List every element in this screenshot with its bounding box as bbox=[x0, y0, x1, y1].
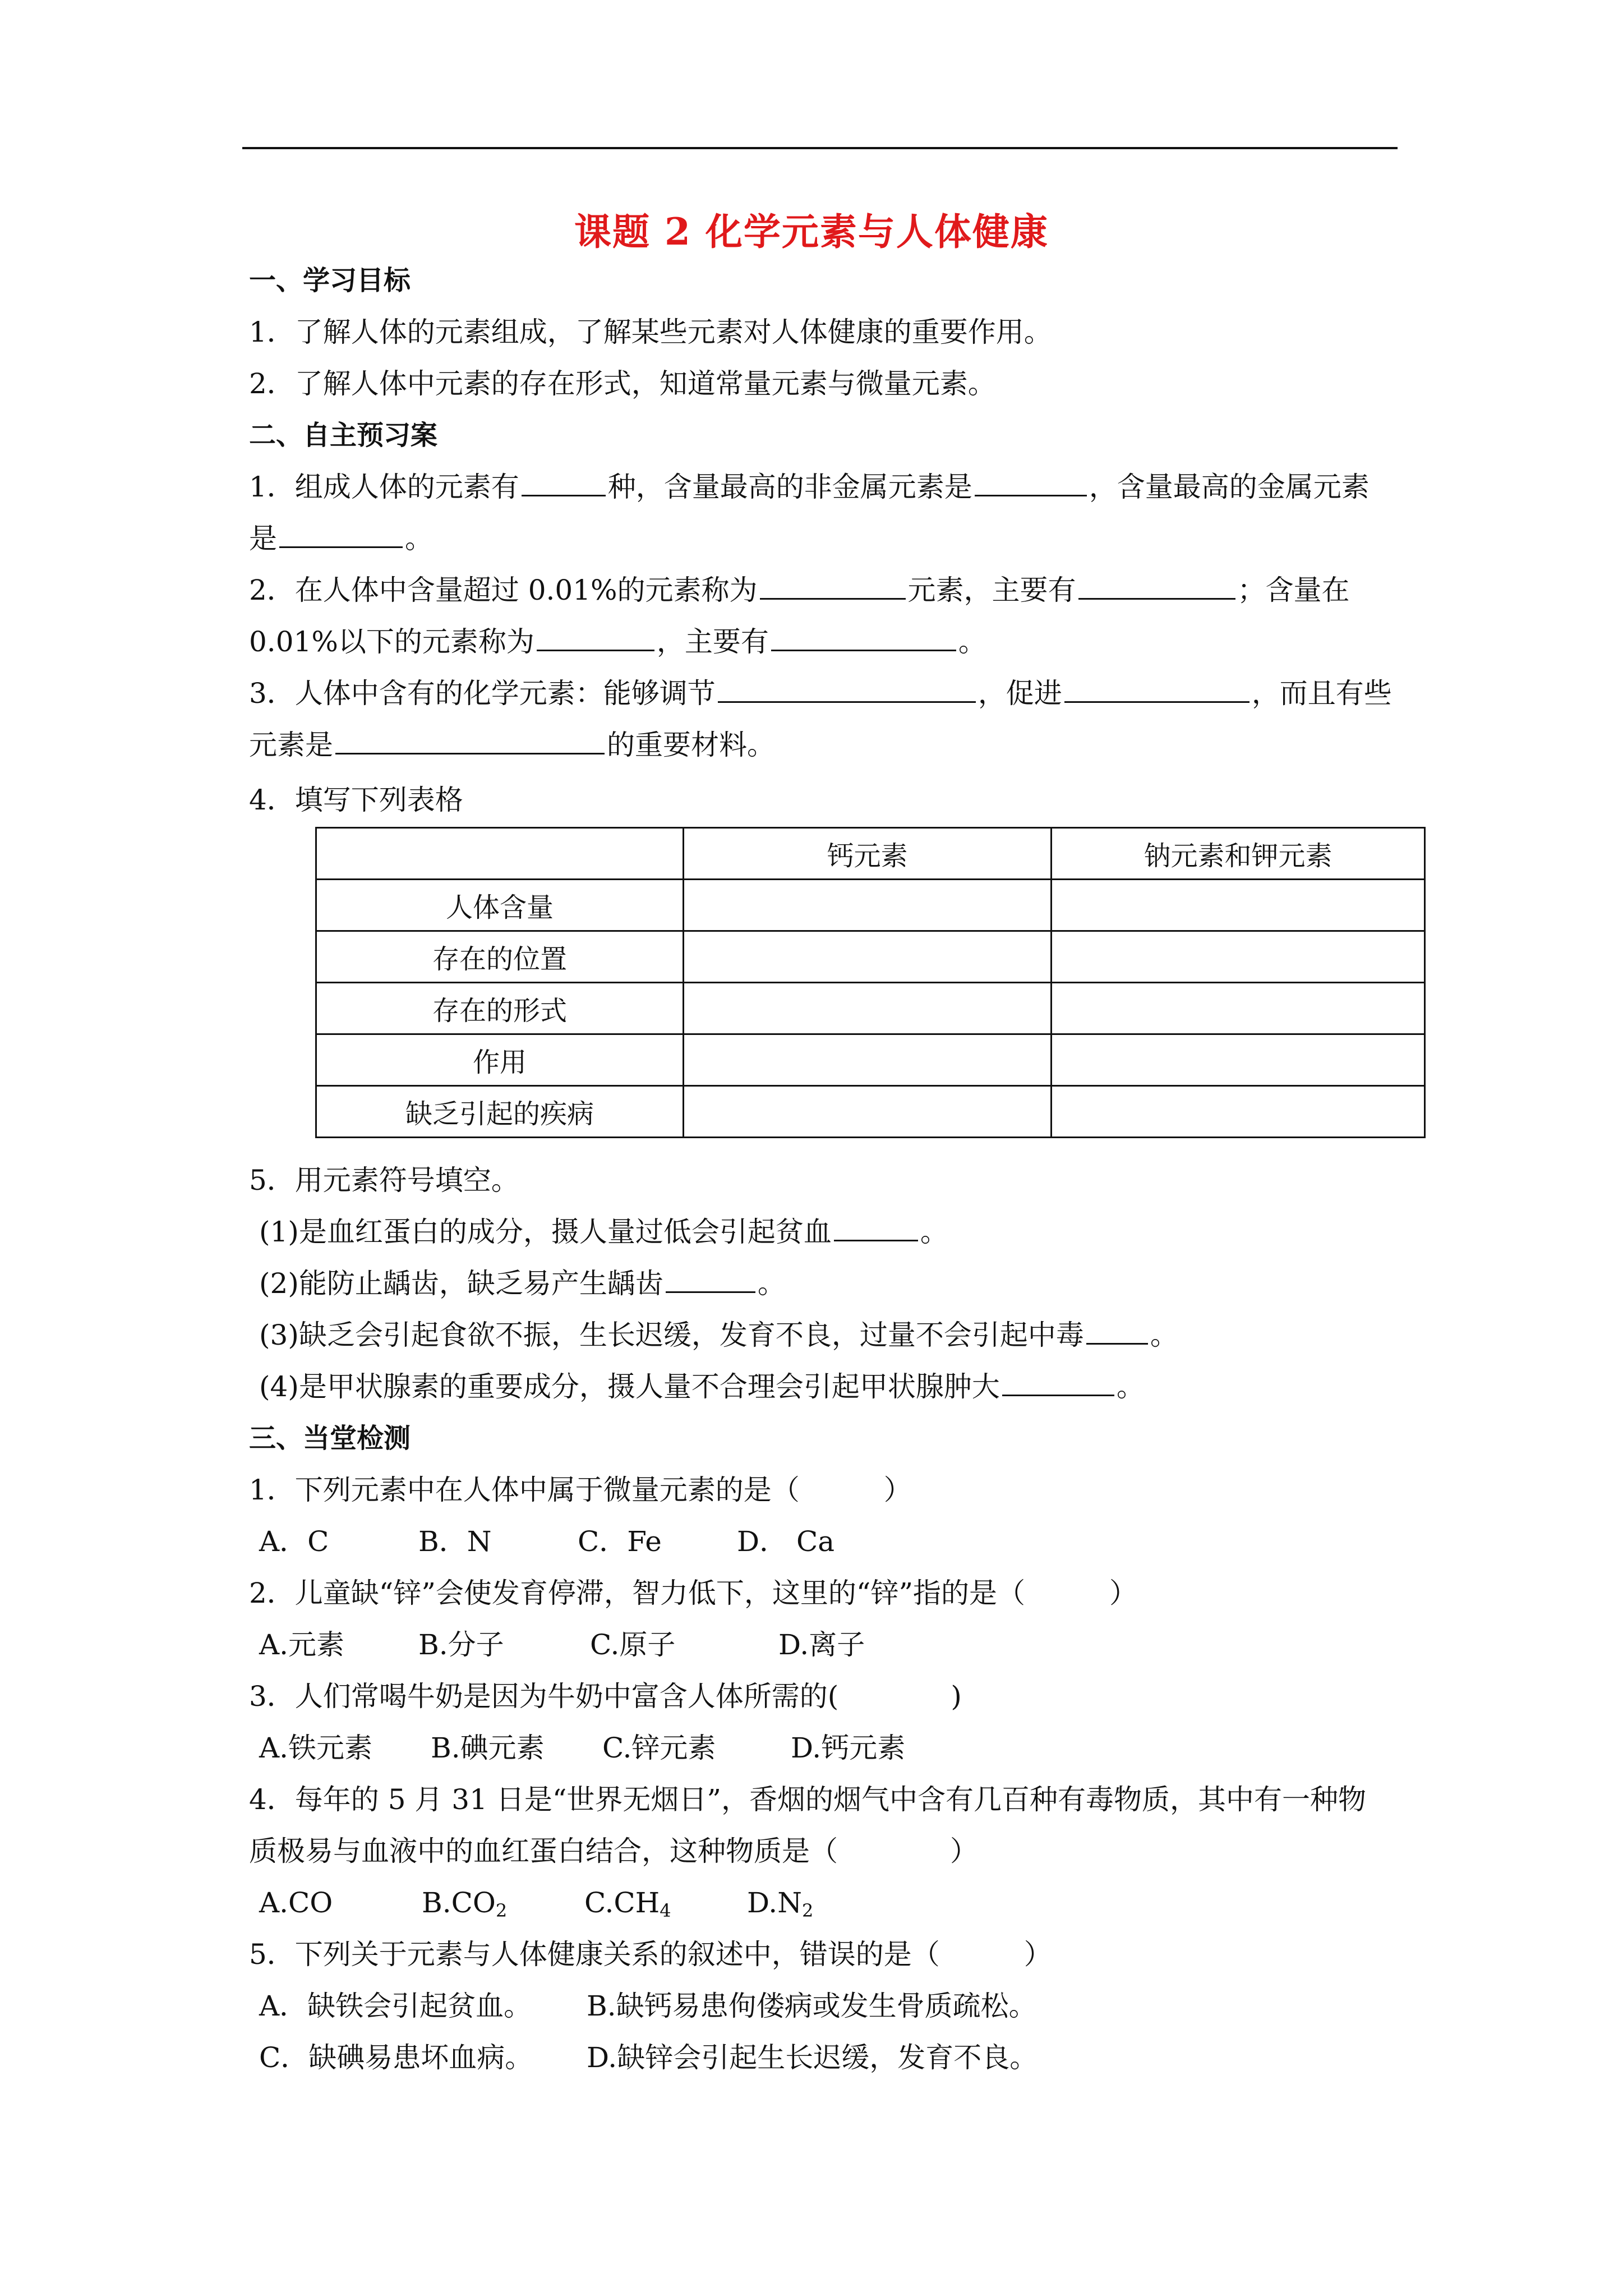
option[interactable]: D.离子 bbox=[778, 1628, 865, 1661]
answer-blank[interactable] bbox=[335, 728, 605, 754]
answer-blank[interactable] bbox=[1064, 677, 1249, 703]
option[interactable]: A.元素 bbox=[259, 1628, 345, 1661]
table-row bbox=[316, 880, 1425, 931]
options-row bbox=[259, 1988, 1037, 2024]
row-label: 作用 bbox=[316, 1034, 684, 1086]
sub-question: (2)能防止龋齿，缺乏易产生龋齿 。 bbox=[259, 1267, 786, 1300]
option[interactable]: A．缺铁会引起贫血。 bbox=[259, 1990, 532, 2022]
option[interactable]: B．N bbox=[418, 1525, 492, 1558]
answer-blank[interactable] bbox=[771, 625, 956, 651]
section-heading-goals: 一、学习目标 bbox=[249, 265, 411, 296]
options-row bbox=[259, 1885, 813, 1929]
table-cell[interactable] bbox=[1052, 1086, 1425, 1138]
options-row bbox=[259, 1524, 834, 1559]
sub-question: (3)缺乏会引起食欲不振，生长迟缓，发育不良，过量不会引起中毒 。 bbox=[259, 1319, 1178, 1351]
question-stem: 5．下列关于元素与人体健康关系的叙述中，错误的是（ ） bbox=[249, 1938, 1052, 1971]
option[interactable]: $B.CO_2$ bbox=[422, 1887, 508, 1921]
question-stem: 3．人们常喝牛奶是因为牛奶中富含人体所需的( ) bbox=[249, 1680, 962, 1713]
table-header-cell bbox=[316, 828, 684, 880]
table-cell[interactable] bbox=[1052, 1034, 1425, 1086]
table-header-row bbox=[316, 828, 1425, 880]
sub-question: (4)是甲状腺素的重要成分，摄人量不合理会引起甲状腺肿大 。 bbox=[259, 1370, 1145, 1403]
table-row bbox=[316, 931, 1425, 983]
question-line: 元素是 的重要材料。 bbox=[249, 729, 775, 761]
options-row bbox=[259, 2040, 1038, 2076]
section-heading-test: 三、当堂检测 bbox=[249, 1423, 411, 1454]
table-cell[interactable] bbox=[1052, 983, 1425, 1034]
table-header-cell: 钠元素和钾元素 bbox=[1052, 828, 1425, 880]
answer-blank[interactable] bbox=[537, 625, 654, 651]
question-line: 5．用元素符号填空。 bbox=[249, 1164, 519, 1197]
answer-blank[interactable] bbox=[975, 470, 1087, 496]
table-cell[interactable] bbox=[684, 1034, 1052, 1086]
question-line: 2．在人体中含量超过 0.01%的元素称为 元素，主要有 ；含量在 bbox=[249, 574, 1350, 606]
question-stem: 2．儿童缺“锌”会使发育停滞，智力低下，这里的“锌”指的是（ ） bbox=[249, 1577, 1138, 1609]
table-header-cell: 钙元素 bbox=[684, 828, 1052, 880]
row-label: 存在的形式 bbox=[316, 983, 684, 1034]
question-stem: 4．每年的 5 月 31 日是“世界无烟日”，香烟的烟气中含有几百种有毒物质，其中有一种物 bbox=[249, 1783, 1366, 1816]
option[interactable]: C.原子 bbox=[590, 1628, 676, 1661]
option[interactable]: D.缺锌会引起生长迟缓，发育不良。 bbox=[587, 2041, 1038, 2074]
element-table bbox=[315, 827, 1426, 1138]
answer-blank[interactable] bbox=[760, 573, 906, 600]
question-line: 4．填写下列表格 bbox=[249, 784, 463, 816]
goal-item: 1．了解人体的元素组成，了解某些元素对人体健康的重要作用。 bbox=[249, 316, 1052, 348]
question-line: 0.01%以下的元素称为 ，主要有 。 bbox=[249, 625, 986, 658]
question-line: 是 。 bbox=[249, 522, 433, 555]
header-rule bbox=[242, 147, 1398, 149]
answer-blank[interactable] bbox=[279, 522, 403, 548]
option[interactable]: B.分子 bbox=[418, 1628, 504, 1661]
section-heading-preview: 二、自主预习案 bbox=[249, 420, 438, 451]
table-row bbox=[316, 1034, 1425, 1086]
table-cell[interactable] bbox=[684, 1086, 1052, 1138]
row-label: 缺乏引起的疾病 bbox=[316, 1086, 684, 1138]
table-cell[interactable] bbox=[684, 880, 1052, 931]
answer-blank[interactable] bbox=[1002, 1370, 1114, 1396]
option[interactable]: $D.N_2$ bbox=[747, 1887, 814, 1921]
option[interactable]: C．缺碘易患坏血病。 bbox=[259, 2041, 533, 2074]
answer-blank[interactable] bbox=[1086, 1318, 1148, 1345]
options-row bbox=[259, 1627, 865, 1663]
option[interactable]: C.锌元素 bbox=[602, 1732, 716, 1764]
option[interactable]: D.钙元素 bbox=[791, 1732, 906, 1764]
option[interactable]: A.CO bbox=[259, 1887, 333, 1919]
table-row bbox=[316, 983, 1425, 1034]
question-stem: 质极易与血液中的血红蛋白结合，这种物质是（ ） bbox=[249, 1835, 978, 1867]
option[interactable]: $C.CH_4$ bbox=[584, 1887, 671, 1921]
question-line: 1．组成人体的元素有 种，含量最高的非金属元素是 ，含量最高的金属元素 bbox=[249, 471, 1370, 503]
option[interactable]: B.缺钙易患佝偻病或发生骨质疏松。 bbox=[587, 1990, 1037, 2022]
row-label: 存在的位置 bbox=[316, 931, 684, 983]
sub-question: (1)是血红蛋白的成分，摄人量过低会引起贫血 。 bbox=[259, 1216, 948, 1248]
options-row bbox=[259, 1730, 905, 1766]
answer-blank[interactable] bbox=[834, 1215, 918, 1241]
option[interactable]: B.碘元素 bbox=[431, 1732, 545, 1764]
answer-blank[interactable] bbox=[718, 677, 976, 703]
answer-blank[interactable] bbox=[522, 470, 606, 496]
question-line: 3．人体中含有的化学元素：能够调节 ，促进 ，而且有些 bbox=[249, 677, 1392, 710]
option[interactable]: D． Ca bbox=[737, 1525, 835, 1558]
question-stem: 1．下列元素中在人体中属于微量元素的是（ ） bbox=[249, 1474, 912, 1506]
option[interactable]: C．Fe bbox=[578, 1525, 662, 1558]
table-cell[interactable] bbox=[684, 983, 1052, 1034]
answer-blank[interactable] bbox=[666, 1267, 755, 1293]
option[interactable]: A.铁元素 bbox=[259, 1732, 373, 1764]
answer-blank[interactable] bbox=[1078, 573, 1235, 600]
table-cell[interactable] bbox=[1052, 880, 1425, 931]
option[interactable]: A．C bbox=[259, 1525, 329, 1558]
page-title: 课题 2 化学元素与人体健康 bbox=[574, 210, 1049, 254]
table-row bbox=[316, 1086, 1425, 1138]
table-cell[interactable] bbox=[684, 931, 1052, 983]
goal-item: 2．了解人体中元素的存在形式，知道常量元素与微量元素。 bbox=[249, 367, 996, 400]
table-cell[interactable] bbox=[1052, 931, 1425, 983]
row-label: 人体含量 bbox=[316, 880, 684, 931]
